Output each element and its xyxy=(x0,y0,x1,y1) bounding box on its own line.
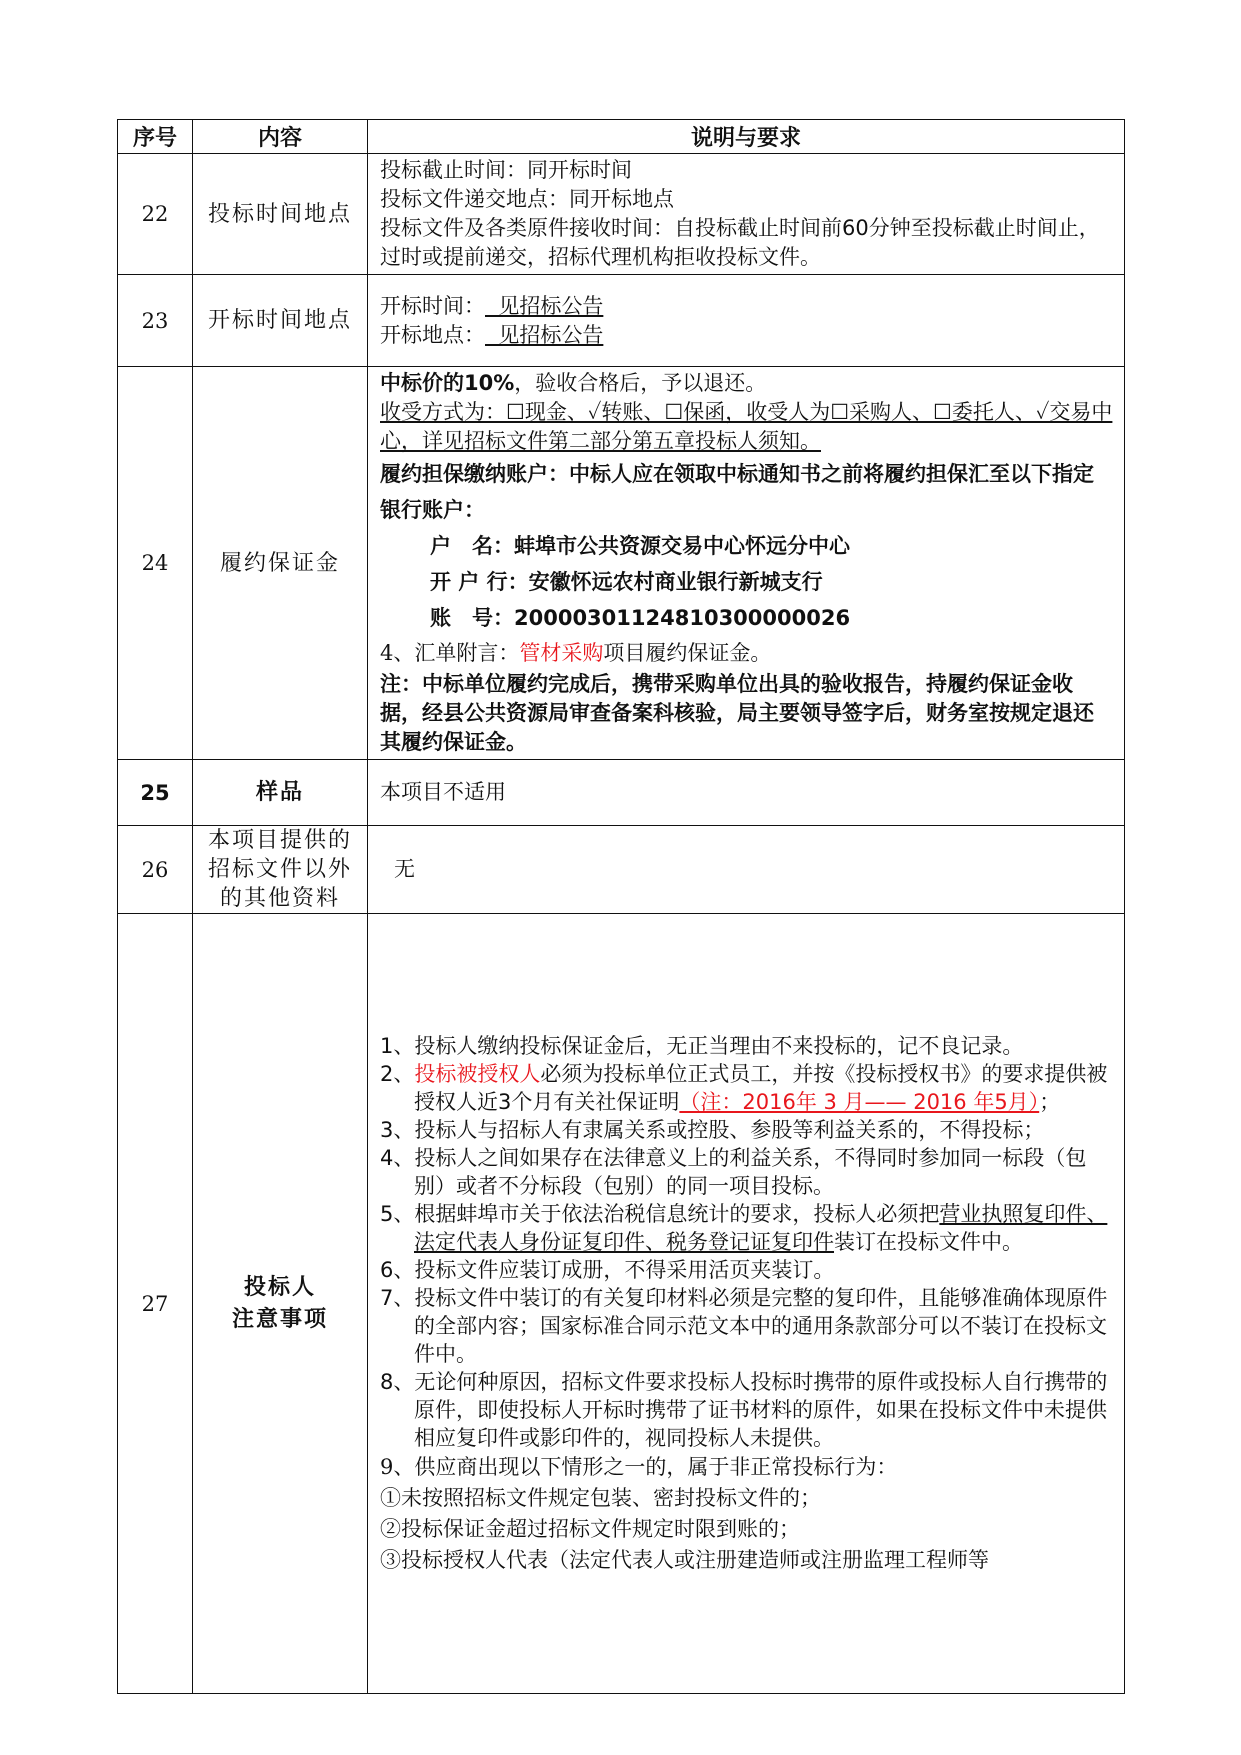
row-number: 27 xyxy=(118,914,193,1694)
row-description xyxy=(368,275,1125,367)
opening-time-label: 开标时间： xyxy=(380,293,485,318)
header-no: 序号 xyxy=(118,120,193,154)
notice-sub-1: ①未按照招标文件规定包装、密封投标文件的； xyxy=(380,1485,821,1510)
table-header-row xyxy=(118,120,1125,154)
row-number: 22 xyxy=(118,154,193,275)
receipt-time-line: 投标文件及各类原件接收时间：自投标截止时间前60分钟至投标截止时间止，过时或提前递交，招标代理机构拒收投标文件。 xyxy=(380,216,1100,269)
account-bank: 开 户 行：安徽怀远农村商业银行新城支行 xyxy=(430,570,823,594)
row-description: 无 xyxy=(368,826,1125,914)
item2-end: ； xyxy=(1039,1089,1061,1114)
opening-time-line xyxy=(380,292,1114,321)
header-description: 说明与要求 xyxy=(368,120,1125,154)
opening-place-label: 开标地点： xyxy=(380,322,485,347)
notice-sub-3: ③投标授权人代表（法定代表人或注册建造师或注册监理工程师等 xyxy=(380,1547,989,1572)
row-number: 25 xyxy=(118,760,193,826)
remark-suffix: 项目履约保证金。 xyxy=(603,641,772,665)
table-row-27 xyxy=(118,914,1125,1694)
opening-place-line xyxy=(380,321,1114,350)
submission-place-line: 投标文件递交地点：同开标地点 xyxy=(380,187,674,211)
row-title: 本项目提供的招标文件以外的其他资料 xyxy=(193,826,368,914)
item2-authorized-person: 投标被授权人 xyxy=(414,1061,541,1086)
item5-prefix: 5、根据蚌埠市关于依法治税信息统计的要求，投标人必须把 xyxy=(380,1201,940,1226)
table-row-25 xyxy=(118,760,1125,826)
row-title: 样品 xyxy=(193,760,368,826)
requirements-table xyxy=(117,119,1125,1694)
remittance-remark xyxy=(380,636,1114,670)
row-description xyxy=(368,367,1125,760)
account-name: 户 名：蚌埠市公共资源交易中心怀远分中心 xyxy=(430,534,850,558)
notice-item-9: 9、供应商出现以下情形之一的，属于非正常投标行为： xyxy=(380,1454,898,1479)
notice-sub-2: ②投标保证金超过招标文件规定时限到账的； xyxy=(380,1516,800,1541)
row-title-line2: 注意事项 xyxy=(231,1306,328,1332)
notice-item-4: 4、投标人之间如果存在法律意义上的利益关系，不得同时参加同一标段（包别）或者不分标段（包别）的同一项目投标。 xyxy=(380,1145,1087,1198)
remark-project: 管材采购 xyxy=(519,641,604,665)
account-intro: 履约担保缴纳账户：中标人应在领取中标通知书之前将履约担保汇至以下指定银行账户： xyxy=(380,462,1094,522)
account-number: 账 号：20000301124810300000026 xyxy=(430,606,851,630)
item5-suffix: 装订在投标文件中。 xyxy=(834,1229,1023,1254)
row-description xyxy=(368,154,1125,275)
opening-place-value: 见招标公告 xyxy=(485,322,604,347)
opening-time-value: 见招标公告 xyxy=(485,293,604,318)
notice-item-6: 6、投标文件应装订成册，不得采用活页夹装订。 xyxy=(380,1257,835,1282)
row-title: 履约保证金 xyxy=(193,367,368,760)
row-title-line1: 投标人 xyxy=(243,1274,316,1300)
item5-documents: 营业执照复印件、法定代表人身份证复印件、税务登记证复印件 xyxy=(414,1201,1108,1254)
row-description xyxy=(368,914,1125,1694)
item2-prefix: 2、 xyxy=(380,1061,415,1086)
deposit-refund-text: ，验收合格后，予以退还。 xyxy=(514,371,767,395)
notice-item-5 xyxy=(380,1200,1114,1256)
row-title xyxy=(193,914,368,1694)
deposit-amount: 中标价的10% xyxy=(380,371,515,395)
row-title: 开标时间地点 xyxy=(193,275,368,367)
table-row-23 xyxy=(118,275,1125,367)
row-number: 26 xyxy=(118,826,193,914)
item2-date-note: （注：2016年 3 月—— 2016 年5月） xyxy=(679,1089,1040,1114)
deposit-amount-line xyxy=(380,369,1114,398)
row-title: 投标时间地点 xyxy=(193,154,368,275)
header-content: 内容 xyxy=(193,120,368,154)
notice-item-2 xyxy=(380,1060,1114,1116)
row-number: 24 xyxy=(118,367,193,760)
notice-item-8: 8、无论何种原因，招标文件要求投标人投标时携带的原件或投标人自行携带的原件，即使投标人开标时携带了证书材料的原件，如果在投标文件中未提供相应复印件或影印件的，视同投标人未提供。 xyxy=(380,1369,1108,1450)
notice-item-3: 3、投标人与招标人有隶属关系或控股、参股等利益关系的，不得投标； xyxy=(380,1117,1045,1142)
remark-prefix: 4、汇单附言： xyxy=(380,641,520,665)
refund-note: 注：中标单位履约完成后，携带采购单位出具的验收报告，持履约保证金收据，经县公共资源局审查备案科核验，局主要领导签字后，财务室按规定退还其履约保证金。 xyxy=(380,672,1094,754)
table-row-22 xyxy=(118,154,1125,275)
row-number: 23 xyxy=(118,275,193,367)
item2-text: 必须为投标单位正式员工，并按《投标授权书》的要求提供被授权人近3个月有关社保证明 xyxy=(414,1061,1108,1114)
deadline-line: 投标截止时间：同开标时间 xyxy=(380,158,632,182)
row-description: 本项目不适用 xyxy=(368,760,1125,826)
notice-item-1: 1、投标人缴纳投标保证金后，无正当理由不来投标的，记不良记录。 xyxy=(380,1033,1024,1058)
collection-method: 收受方式为：☐现金、✓转账、☐保函，收受人为☐采购人、☐委托人、✓交易中心，详见招标文件第二部分第五章投标人须知。 xyxy=(380,400,1113,453)
table-row-24 xyxy=(118,367,1125,760)
notice-item-7: 7、投标文件中装订的有关复印材料必须是完整的复印件，且能够准确体现原件的全部内容；国家标准合同示范文本中的通用条款部分可以不装订在投标文件中。 xyxy=(380,1285,1108,1366)
table-row-26 xyxy=(118,826,1125,914)
